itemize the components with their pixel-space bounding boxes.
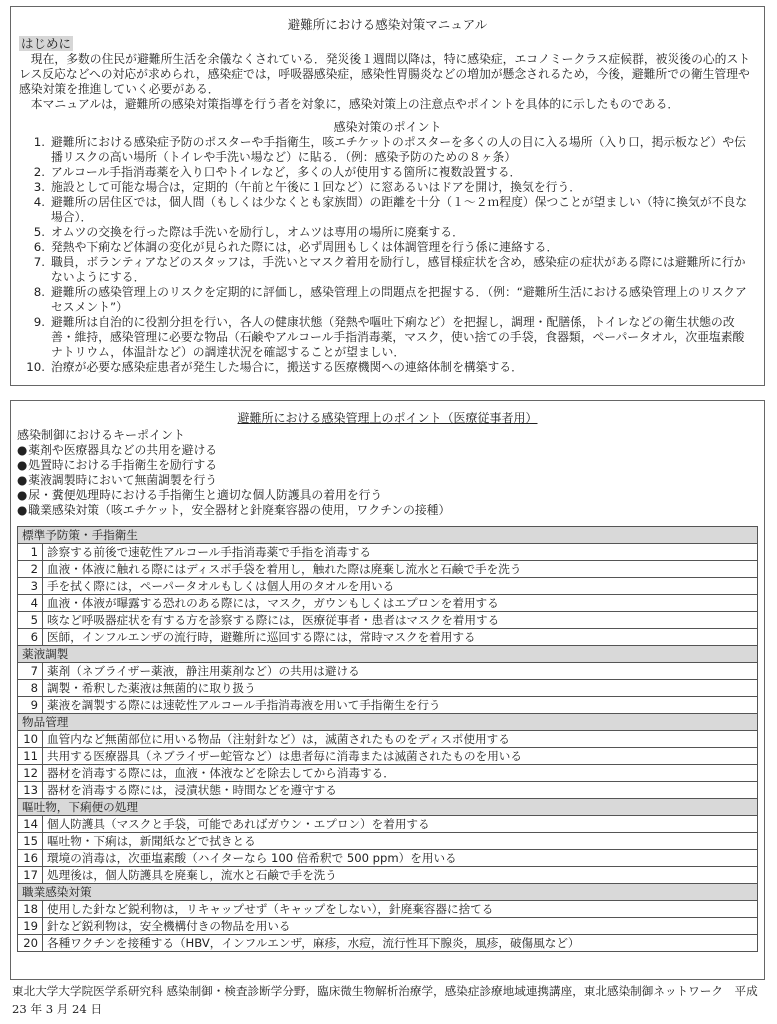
keypoints-title: 感染制御におけるキーポイント [17, 428, 186, 442]
points-title: 感染対策のポイント [333, 120, 442, 134]
row-number: 17 [18, 867, 43, 884]
keypoint-item [17, 458, 758, 473]
table-row [18, 833, 758, 850]
row-text: 嘔吐物・下痢は，新聞紙などで拭きとる [43, 833, 758, 850]
section-title: 職業感染対策 [18, 884, 758, 901]
keypoint-text: 処置時における手指衛生を励行する [28, 458, 218, 472]
row-number: 15 [18, 833, 43, 850]
table-row [18, 918, 758, 935]
point-text: 職員，ボランティアなどのスタッフは，手洗いとマスク着用を励行し，感冒様症状を含め，感染症の症状がある際には避難所に行かないようにする． [51, 255, 746, 284]
row-text: 血液・体液に触れる際にはディスポ手袋を着用し，触れた際は廃棄し流水と石鹸で手を洗う [43, 561, 758, 578]
table-row [18, 850, 758, 867]
medical-points-table [17, 526, 758, 952]
point-text: 避難所は自治的に役割分担を行い，各人の健康状態（発熱や嘔吐下痢など）を把握し，調理・配膳係，トイレなどの衛生状態の改善・維持，感染管理に必要な物品（石鹸やアルコール手指消毒薬，マスク，使い捨ての手袋，食器類，ペーパータオル，次亜塩素酸ナトリウム，体温計など）の調達状況を確認することが望ましい． [51, 315, 745, 359]
row-number: 18 [18, 901, 43, 918]
row-number: 8 [18, 680, 43, 697]
row-number: 1 [18, 544, 43, 561]
section-header-row [18, 714, 758, 731]
table-row [18, 765, 758, 782]
row-number: 9 [18, 697, 43, 714]
keypoints-list [17, 443, 758, 518]
row-number: 13 [18, 782, 43, 799]
point-text: アルコール手指消毒薬を入り口やトイレなど，多くの人が使用する箇所に複数設置する． [51, 165, 522, 179]
row-text: 血管内など無菌部位に用いる物品（注射針など）は，滅菌されたものをディスポ使用する [43, 731, 758, 748]
row-text: 共用する医療器具（ネブライザー蛇管など）は患者毎に消毒または滅菌されたものを用いる [43, 748, 758, 765]
row-text: 使用した針など鋭利物は，リキャップせず（キャップをしない），針廃棄容器に捨てる [43, 901, 758, 918]
point-item [19, 240, 756, 255]
point-text: 発熱や下痢など体調の変化が見られた際には，必ず周囲もしくは体調管理を行う係に連絡する． [51, 240, 559, 254]
row-text: 薬剤（ネブライザー薬液，静注用薬剤など）の共用は避ける [43, 663, 758, 680]
row-text: 個人防護具（マスクと手袋，可能であればガウン・エプロン）を着用する [43, 816, 758, 833]
point-number: 2. [33, 165, 45, 179]
keypoint-item [17, 503, 758, 518]
table-row [18, 731, 758, 748]
section-header-row [18, 646, 758, 663]
row-text: 血液・体液が曝露する恐れのある際には，マスク，ガウンもしくはエプロンを着用する [43, 595, 758, 612]
point-item [19, 285, 756, 315]
medical-points-box [10, 400, 765, 980]
section-header-row [18, 527, 758, 544]
point-item [19, 195, 756, 225]
section-title: 薬液調製 [18, 646, 758, 663]
point-number: 9. [33, 315, 45, 329]
bullet-icon: ● [17, 503, 28, 517]
point-text: 避難所の感染管理上のリスクを定期的に評価し，感染管理上の問題点を把握する．（例：“避難所生活における感染管理上のリスクアセスメント”） [51, 285, 747, 314]
row-text: 各種ワクチンを接種する（HBV，インフルエンザ，麻疹，水痘，流行性耳下腺炎，風疹，破傷風など） [43, 935, 758, 952]
bullet-icon: ● [17, 473, 28, 487]
point-number: 6. [33, 240, 45, 254]
keypoint-item [17, 488, 758, 503]
row-text: 針など鋭利物は，安全機構付きの物品を用いる [43, 918, 758, 935]
intro-paragraph-1: 現在，多数の住民が避難所生活を余儀なくされている．発災後１週間以降は，特に感染症，エコノミークラス症候群，被災後の心的ストレス反応などへの対応が求められ，感染症では，呼吸器感染症，感染性胃腸炎などの増加が懸念されるため，今後，避難所での衛生管理や感染対策を推進していく必要がある． [19, 52, 751, 96]
bullet-icon: ● [17, 443, 28, 457]
keypoint-text: 薬剤や医療器具などの共用を避ける [28, 443, 218, 457]
keypoint-item [17, 473, 758, 488]
row-text: 医師，インフルエンザの流行時，避難所に巡回する際には，常時マスクを着用する [43, 629, 758, 646]
table-row [18, 595, 758, 612]
table-row [18, 782, 758, 799]
point-text: 避難所の居住区では，個人間（もしくは少なくとも家族間）の距離を十分（１〜２ｍ程度）保つことが望ましい（特に換気が不良な場合）． [51, 195, 748, 224]
point-text: 避難所における感染症予防のポスターや手指衛生，咳エチケットのポスターを多くの人の目に入る場所（入り口，掲示板など）や伝播リスクの高い場所（トイレや手洗い場など）に貼る．（例：感染予防のための８ヶ条） [51, 135, 746, 164]
row-number: 14 [18, 816, 43, 833]
keypoint-item [17, 443, 758, 458]
row-number: 4 [18, 595, 43, 612]
infection-manual-box [10, 6, 765, 386]
point-number: 1. [33, 135, 45, 149]
table-row [18, 578, 758, 595]
table-row [18, 629, 758, 646]
row-number: 6 [18, 629, 43, 646]
intro-paragraph-2: 本マニュアルは，避難所の感染対策指導を行う者を対象に，感染対策上の注意点やポイントを具体的に示したものである． [30, 97, 680, 111]
point-item [19, 225, 756, 240]
table-row [18, 867, 758, 884]
point-item [19, 315, 756, 360]
table-row [18, 816, 758, 833]
keypoint-text: 薬液調製時において無菌調製を行う [28, 473, 218, 487]
table-row [18, 544, 758, 561]
row-text: 器材を消毒する際には，浸漬状態・時間などを遵守する [43, 782, 758, 799]
point-text: 治療が必要な感染症患者が発生した場合に，搬送する医療機関への連絡体制を構築する． [51, 360, 523, 374]
manual-title: 避難所における感染対策マニュアル [287, 17, 488, 32]
point-text: オムツの交換を行った際は手洗いを励行し，オムツは専用の場所に廃棄する． [51, 225, 464, 239]
row-number: 19 [18, 918, 43, 935]
row-text: 調製・希釈した薬液は無菌的に取り扱う [43, 680, 758, 697]
keypoint-text: 尿・糞便処理時における手指衛生と適切な個人防護具の着用を行う [28, 488, 383, 502]
row-text: 環境の消毒は，次亜塩素酸（ハイターなら 100 倍希釈で 500 ppm）を用いる [43, 850, 758, 867]
row-number: 12 [18, 765, 43, 782]
row-number: 2 [18, 561, 43, 578]
point-item [19, 165, 756, 180]
point-item [19, 255, 756, 285]
point-item [19, 360, 756, 375]
row-text: 咳など呼吸器症状を有する方を診察する際には，医療従事者・患者はマスクを着用する [43, 612, 758, 629]
row-number: 20 [18, 935, 43, 952]
footer-credit: 東北大学大学院医学系研究科 感染制御・検査診断学分野，臨床微生物解析治療学，感染症診療地域連携講座，東北感染制御ネットワーク 平成 23 年 3 月 24 日 [12, 984, 758, 1016]
row-number: 7 [18, 663, 43, 680]
medical-title: 避難所における感染管理上のポイント（医療従事者用） [237, 411, 538, 425]
intro-label: はじめに [21, 36, 72, 51]
point-number: 8. [33, 285, 45, 299]
table-row [18, 697, 758, 714]
point-number: 7. [33, 255, 45, 269]
bullet-icon: ● [17, 488, 28, 502]
row-number: 3 [18, 578, 43, 595]
row-number: 5 [18, 612, 43, 629]
row-number: 10 [18, 731, 43, 748]
section-title: 標準予防策・手指衛生 [18, 527, 758, 544]
point-number: 4. [33, 195, 45, 209]
point-text: 施設として可能な場合は，定期的（午前と午後に１回など）に窓あるいはドアを開け，換気を行う． [51, 180, 582, 194]
point-number: 3. [33, 180, 45, 194]
point-number: 10. [26, 360, 45, 374]
points-list [19, 135, 756, 375]
table-row [18, 748, 758, 765]
table-row [18, 935, 758, 952]
bullet-icon: ● [17, 458, 28, 472]
row-text: 器材を消毒する際には，血液・体液などを除去してから消毒する． [43, 765, 758, 782]
row-number: 16 [18, 850, 43, 867]
keypoint-text: 職業感染対策（咳エチケット，安全器材と針廃棄容器の使用，ワクチンの接種） [28, 503, 451, 517]
point-item [19, 135, 756, 165]
point-number: 5. [33, 225, 45, 239]
table-row [18, 680, 758, 697]
section-header-row [18, 884, 758, 901]
table-row [18, 561, 758, 578]
point-item [19, 180, 756, 195]
table-row [18, 663, 758, 680]
row-text: 手を拭く際には，ペーパータオルもしくは個人用のタオルを用いる [43, 578, 758, 595]
table-row [18, 901, 758, 918]
section-title: 嘔吐物，下痢便の処理 [18, 799, 758, 816]
row-text: 診察する前後で速乾性アルコール手指消毒薬で手指を消毒する [43, 544, 758, 561]
table-row [18, 612, 758, 629]
row-number: 11 [18, 748, 43, 765]
section-title: 物品管理 [18, 714, 758, 731]
row-text: 処理後は，個人防護具を廃棄し，流水と石鹸で手を洗う [43, 867, 758, 884]
section-header-row [18, 799, 758, 816]
row-text: 薬液を調製する際には速乾性アルコール手指消毒液を用いて手指衛生を行う [43, 697, 758, 714]
